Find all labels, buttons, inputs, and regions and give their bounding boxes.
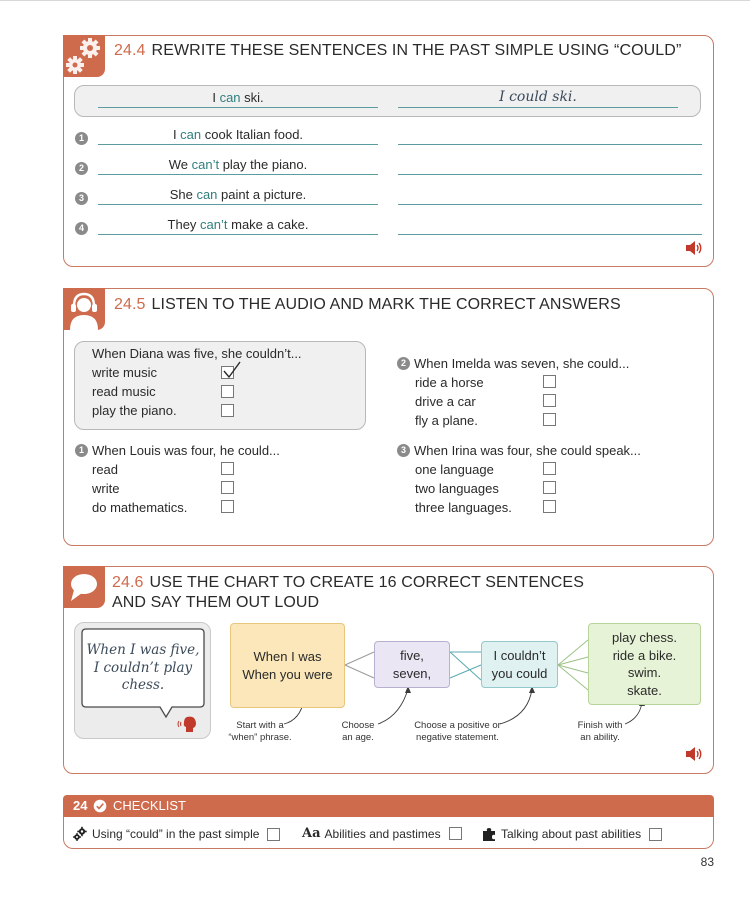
chart-option: skate.: [627, 682, 662, 698]
checklist-item: Using “could” in the past simple: [72, 826, 280, 842]
chart-note: Finish with an ability.: [577, 720, 623, 743]
question-number: 3: [397, 444, 410, 457]
chart-option: When you were: [242, 666, 333, 682]
option-label: ride a horse: [415, 375, 484, 390]
example-answer: I could ski.: [398, 89, 678, 108]
sentence-prompt: I can cook Italian food.: [98, 126, 378, 145]
exercise-title: 24.6 USE THE CHART TO CREATE 16 CORRECT SENTENCES AND SAY THEM OUT LOUD: [112, 574, 584, 611]
checklist-title: CHECKLIST: [113, 798, 186, 813]
chart-option: five,: [400, 647, 424, 663]
chart-column-age: [374, 641, 450, 688]
check-circle-icon: [93, 799, 107, 813]
option-label: two languages: [415, 481, 499, 496]
question-text: When Imelda was seven, she could...: [414, 356, 630, 371]
chart-column-statement: [481, 641, 558, 688]
question-text: When Louis was four, he could...: [92, 443, 280, 458]
chart-option: I couldn’t: [493, 647, 546, 663]
puzzle-piece-icon: [481, 826, 497, 842]
option-label: read: [92, 462, 119, 477]
chart-option: you could: [491, 665, 548, 681]
gears-icon: [72, 826, 88, 842]
sentence-prompt: They can’t make a cake.: [98, 216, 378, 235]
example-sentence: When I was five, I couldn’t play chess.: [86, 642, 200, 693]
option-label: play the piano.: [92, 403, 177, 418]
chart-note: Choose an age.: [341, 720, 375, 743]
checklist-header: [63, 795, 714, 817]
sentence-prompt: She can paint a picture.: [98, 186, 378, 205]
audio-speaker-icon[interactable]: [685, 746, 703, 762]
question-text: When Irina was four, she could speak...: [414, 443, 641, 458]
chart-option: swim.: [627, 665, 662, 680]
chart-note: Choose a positive or negative statement.: [414, 720, 501, 743]
question-number: 3: [75, 192, 88, 205]
option-label: fly a plane.: [415, 413, 478, 428]
example-question-text: When Diana was five, she couldn’t...: [92, 346, 302, 361]
question-number: 1: [75, 132, 88, 145]
question-number: 1: [75, 444, 88, 457]
exercise-title: 24.4 REWRITE THESE SENTENCES IN THE PAST SIMPLE USING “COULD”: [114, 42, 682, 59]
chart-option: seven,: [392, 665, 432, 681]
aa-icon: Aa: [302, 826, 321, 841]
unit-number: 24: [73, 798, 88, 813]
option-label: one language: [415, 462, 494, 477]
example-prompt: I can ski.: [98, 89, 378, 108]
sentence-prompt: We can’t play the piano.: [98, 156, 378, 175]
chart-option: play chess.: [611, 630, 678, 645]
chart-note: Start with a “when” phrase.: [228, 720, 292, 743]
checklist-item: Talking about past abilities: [481, 826, 662, 842]
option-label: read music: [92, 384, 156, 399]
chart-column-when: [230, 623, 345, 708]
checklist-checkbox[interactable]: [449, 827, 462, 840]
checklist-item: Aa Abilities and pastimes: [302, 826, 462, 841]
chart-column-ability: [588, 623, 701, 705]
page-number: 83: [700, 855, 714, 869]
checklist-checkbox[interactable]: [649, 828, 662, 841]
question-number: 4: [75, 222, 88, 235]
question-number: 2: [75, 162, 88, 175]
option-label: write: [92, 481, 120, 496]
chart-option: ride a bike.: [612, 647, 677, 663]
chart-option: When I was: [253, 648, 322, 664]
checklist-checkbox[interactable]: [267, 828, 280, 841]
option-label: write music: [92, 365, 158, 380]
option-label: drive a car: [415, 394, 476, 409]
question-number: 2: [397, 357, 410, 370]
option-label: three languages.: [415, 500, 512, 515]
option-label: do mathematics.: [92, 500, 188, 515]
exercise-title: 24.5 LISTEN TO THE AUDIO AND MARK THE CORRECT ANSWERS: [114, 296, 621, 313]
